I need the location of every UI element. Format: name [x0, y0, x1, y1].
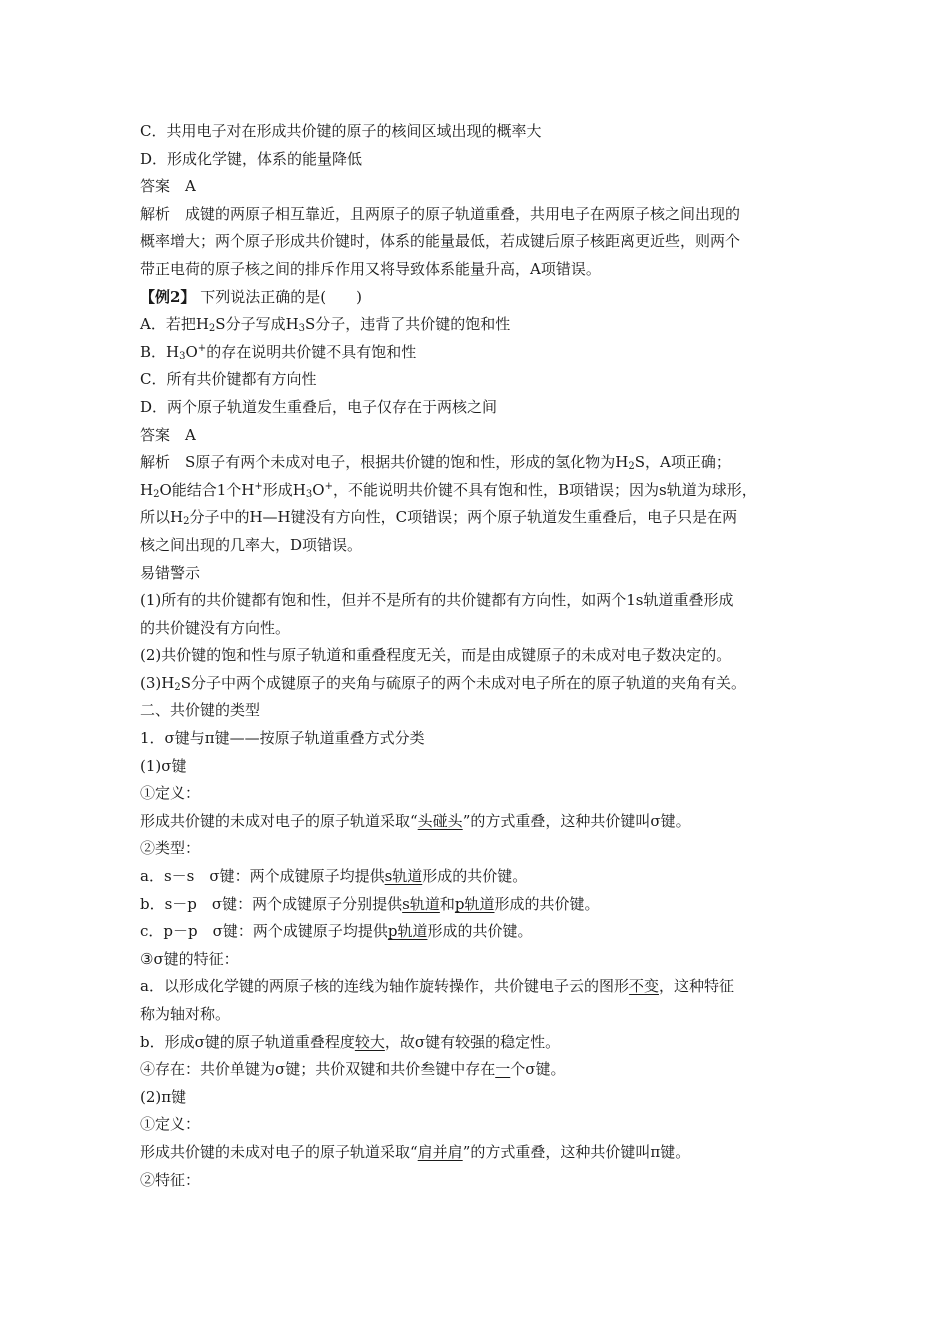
existence-item: ④存在：共价单键为σ键；共价双键和共价叁键中存在一个σ键。 — [140, 1060, 566, 1079]
option-d: D．形成化学键，体系的能量降低 — [140, 149, 363, 168]
warning-item: (2)共价键的饱和性与原子轨道和重叠程度无关，而是由成键原子的未成对电子数决定的。 — [140, 646, 732, 665]
feature-item: a．以形成化学键的两原子核的连线为轴作旋转操作，共价键电子云的图形不变，这种特征 — [140, 977, 734, 996]
definition-text: 形成共价键的未成对电子的原子轨道采取“头碰头”的方式重叠，这种共价键叫σ键。 — [140, 811, 691, 830]
example-2-stem — [140, 284, 820, 312]
analysis-line: 概率增大；两个原子形成共价键时，体系的能量最低，若成键后原子核距离更近些，则两个 — [140, 232, 741, 251]
type-item: c．p－p σ键：两个成键原子均提供p轨道形成的共价键。 — [140, 922, 533, 941]
fill-blank: s轨道 — [402, 894, 440, 913]
type-item: b．s－p σ键：两个成键原子分别提供s轨道和p轨道形成的共价键。 — [140, 894, 600, 913]
fill-blank: p轨道 — [454, 894, 495, 913]
definition-text: 形成共价键的未成对电子的原子轨道采取“肩并肩”的方式重叠，这种共价键叫π键。 — [140, 1142, 691, 1161]
analysis-line: 带正电荷的原子核之间的排斥作用又将导致体系能量升高，A项错误。 — [140, 259, 601, 278]
answer: 答案 A — [140, 177, 196, 196]
fill-blank: p轨道 — [387, 922, 428, 941]
definition-label: ①定义： — [140, 784, 201, 803]
fill-blank: 头碰头 — [417, 811, 463, 830]
warning-item: $(3)H_2S$分子中两个成键原子的夹角与硫原子的两个未成对电子所在的原子轨道的夹角有关。 — [140, 673, 746, 693]
document-page — [140, 118, 820, 1194]
subsection-heading: 1．σ键与π键——按原子轨道重叠方式分类 — [140, 729, 425, 748]
fill-blank: s轨道 — [384, 867, 423, 886]
feature-label: ③σ键的特征： — [140, 949, 239, 968]
sigma-title: (1)σ键 — [140, 756, 187, 775]
feature-item: b．形成σ键的原子轨道重叠程度较大，故σ键有较强的稳定性。 — [140, 1032, 561, 1051]
fill-blank: 肩并肩 — [417, 1142, 463, 1161]
analysis-line: 解析 S原子有两个未成对电子，根据共价键的饱和性，形成的氢化物为$H_2S$，A项正确； — [140, 453, 731, 473]
type-label: ②类型： — [140, 839, 201, 858]
fill-blank: 不变 — [628, 977, 659, 996]
feature-item: 称为轴对称。 — [140, 1005, 231, 1023]
example-stem-text: 下列说法正确的是( ) — [200, 287, 362, 306]
analysis-line: 核之间出现的几率大，D项错误。 — [140, 535, 363, 554]
option-b: B．$H_3O^+$的存在说明共价键不具有饱和性 — [140, 342, 417, 362]
option-a: A．若把$H_2S$分子写成$H_3S$分子，违背了共价键的饱和性 — [140, 315, 511, 335]
example-tag: 【例2】 — [140, 287, 196, 306]
definition-label: ①定义： — [140, 1115, 201, 1134]
answer: 答案 A — [140, 425, 196, 444]
fill-blank: 一 — [495, 1060, 511, 1079]
warning-item: (1)所有的共价键都有饱和性，但并不是所有的共价键都有方向性，如两个1s轨道重叠形成 — [140, 591, 734, 610]
option-d: D．两个原子轨道发生重叠后，电子仅存在于两核之间 — [140, 397, 498, 416]
analysis-line: 所以$H_2$分子中的H—H键没有方向性，C项错误；两个原子轨道发生重叠后，电子只是在两 — [140, 508, 738, 528]
option-c: C．所有共价键都有方向性 — [140, 370, 317, 389]
option-c: C．共用电子对在形成共价键的原子的核间区域出现的概率大 — [140, 122, 542, 140]
fill-blank: 较大 — [354, 1032, 385, 1051]
type-item: a．s－s σ键：两个成键原子均提供s轨道形成的共价键。 — [140, 867, 528, 886]
warning-item: 的共价键没有方向性。 — [140, 618, 291, 637]
feature-label: ②特征： — [140, 1170, 201, 1189]
pi-title: (2)π键 — [140, 1087, 187, 1106]
section-heading: 二、共价键的类型 — [140, 701, 261, 720]
analysis-line: $H_2O$能结合1个H+形成$H_3O^+$，不能说明共价键不具有饱和性，B项错误；因为s轨道为球形， — [140, 480, 757, 500]
analysis-line: 解析 成键的两原子相互靠近，且两原子的原子轨道重叠，共用电子在两原子核之间出现的 — [140, 204, 741, 223]
warning-title: 易错警示 — [140, 563, 201, 582]
